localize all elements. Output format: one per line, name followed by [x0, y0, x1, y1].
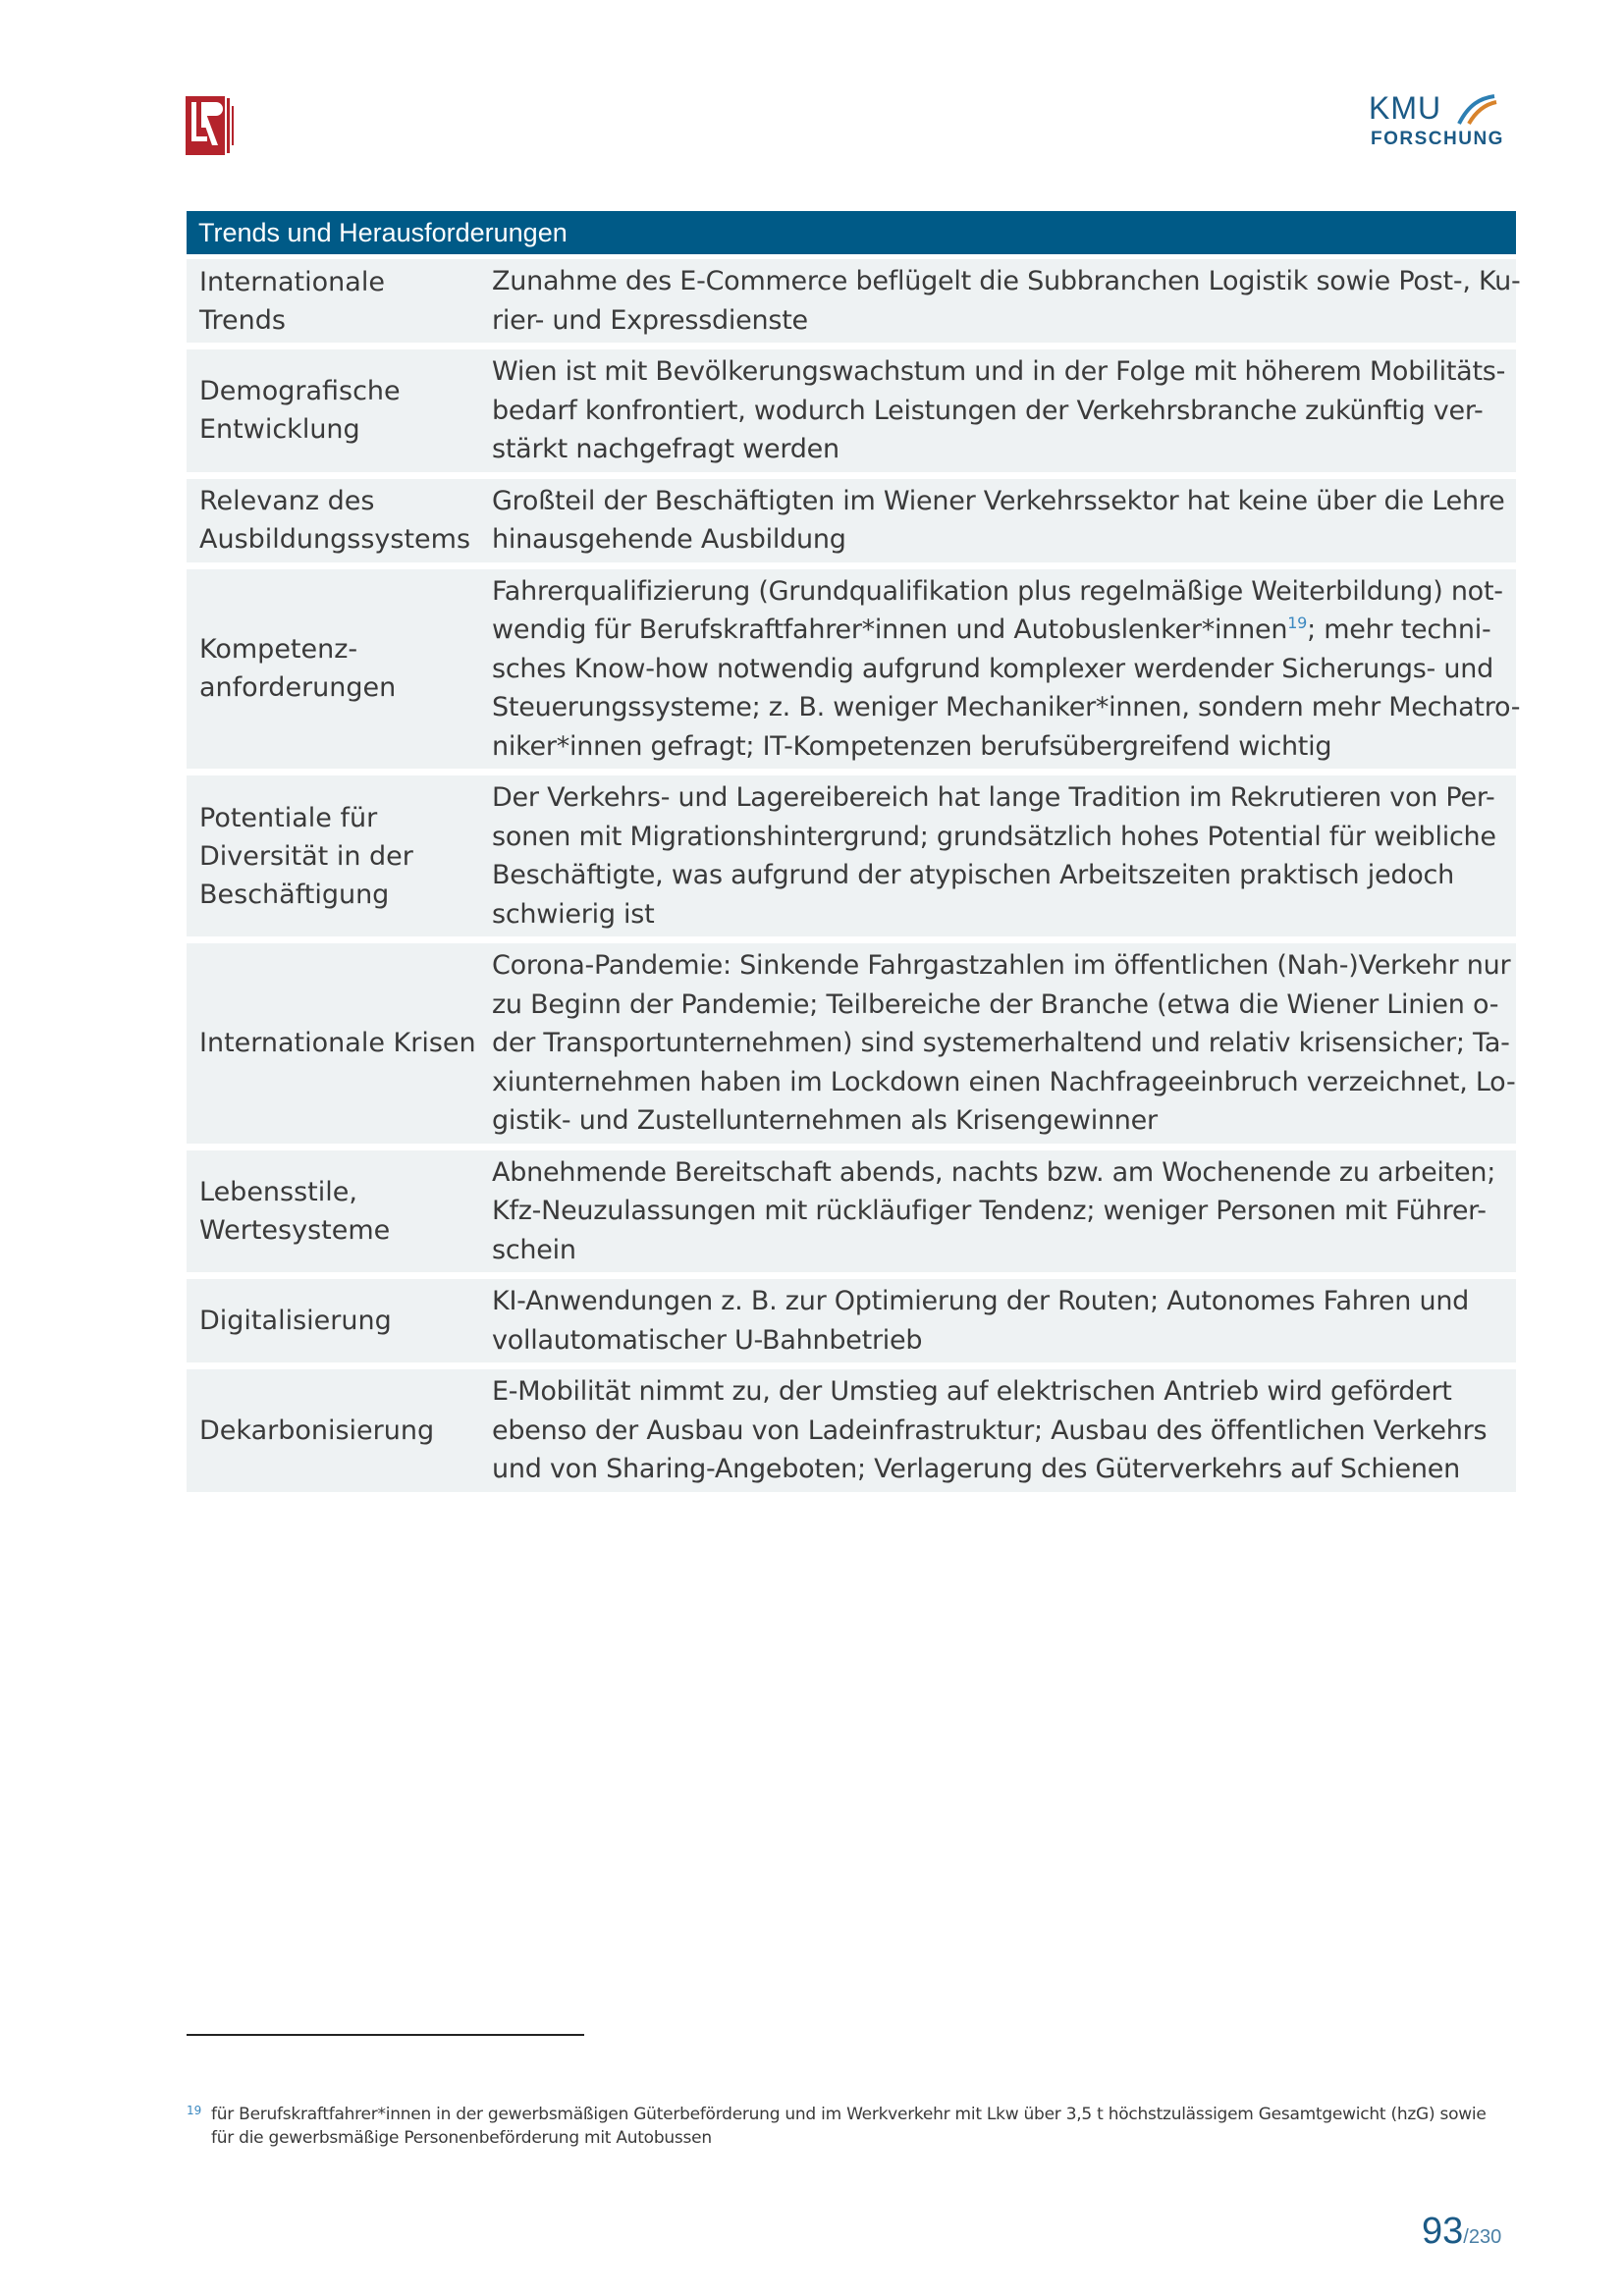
label-line: Relevanz des: [199, 486, 375, 516]
table-row: [187, 1279, 1516, 1362]
desc-line: Großteil der Beschäftigten im Wiener Verkehrssektor hat keine über die Lehre: [492, 485, 1505, 516]
row-description: [492, 1279, 1516, 1362]
row-label: [187, 1150, 492, 1273]
row-label: [187, 775, 492, 936]
row-description: [492, 349, 1519, 472]
page-number: [1422, 2211, 1501, 2253]
desc-line: ebenso der Ausbau von Ladeinfrastruktur; Ausbau des öffentlichen Verkehrs: [492, 1415, 1488, 1446]
kmu-forschung-logo: [1369, 90, 1504, 157]
footnote-line: für die gewerbsmäßige Personenbeförderung mit Autobussen: [211, 2128, 712, 2148]
desc-line: Fahrerqualifizierung (Grundqualifikation plus regelmäßige Weiterbildung) not-: [492, 575, 1503, 607]
desc-line: Steuerungssysteme; z. B. weniger Mechaniker*innen, sondern mehr Mechatro-: [492, 692, 1521, 722]
label-line: Beschäftigung: [199, 879, 390, 910]
desc-line: rier- und Expressdienste: [492, 304, 808, 336]
desc-line: Abnehmende Bereitschaft abends, nachts bzw. am Wochenende zu arbeiten;: [492, 1156, 1496, 1188]
lr-logo: [186, 96, 239, 155]
desc-line: vollautomatischer U-Bahnbetrieb: [492, 1324, 923, 1356]
row-label: [187, 479, 492, 562]
desc-line: Kfz-Neuzulassungen mit rückläufiger Tendenz; weniger Personen mit Führer-: [492, 1196, 1487, 1226]
row-label: [187, 259, 492, 343]
table-row: [187, 479, 1516, 562]
desc-line: sonen mit Migrationshintergrund; grundsätzlich hohes Potential für weibliche: [492, 821, 1496, 852]
desc-line: Beschäftigte, was aufgrund der atypischen Arbeitszeiten praktisch jedoch: [492, 860, 1454, 890]
label-line: Diversität in der: [199, 840, 413, 872]
desc-line: der Transportunternehmen) sind systemerhaltend und relativ krisensicher; Ta-: [492, 1028, 1510, 1058]
desc-line: schwierig ist: [492, 898, 655, 930]
desc-line: sches Know-how notwendig aufgrund komplexer werdender Sicherungs- und: [492, 653, 1493, 684]
footnote-reference[interactable]: 19: [1287, 614, 1308, 632]
row-description: [492, 569, 1534, 770]
row-description: [492, 1150, 1516, 1273]
page-total: /230: [1463, 2226, 1502, 2248]
row-description: [492, 943, 1529, 1144]
table-row: [187, 569, 1521, 770]
desc-line: niker*innen gefragt; IT-Kompetenzen berufsübergreifend wichtig: [492, 730, 1332, 762]
lr-logo-icon: [186, 96, 239, 155]
row-description: [492, 775, 1516, 936]
forschung-logo-text: FORSCHUNG: [1371, 129, 1504, 149]
row-description: [492, 1369, 1516, 1492]
desc-line: bedarf konfrontiert, wodurch Leistungen der Verkehrsbranche zukünftig ver-: [492, 395, 1484, 426]
desc-line: stärkt nachgefragt werden: [492, 434, 839, 464]
label-line: Demografische: [199, 376, 401, 407]
label-line: Kompetenz-: [199, 634, 358, 666]
trends-table: [187, 211, 1521, 1499]
label-line: Internationale Krisen: [199, 1028, 476, 1059]
desc-line: und von Sharing-Angeboten; Verlagerung des Güterverkehrs auf Schienen: [492, 1454, 1460, 1484]
row-description: [492, 259, 1534, 343]
label-line: Internationale: [199, 266, 385, 297]
desc-line: Corona-Pandemie: Sinkende Fahrgastzahlen im öffentlichen (Nah-)Verkehr nur: [492, 950, 1511, 981]
desc-line: Der Verkehrs- und Lagereibereich hat lange Tradition im Rekrutieren von Per-: [492, 782, 1495, 813]
kmu-swoosh-icon: [1455, 94, 1498, 126]
desc-line: xiunternehmen haben im Lockdown einen Nachfrageeinbruch verzeichnet, Lo-: [492, 1066, 1516, 1097]
table-row: [187, 1150, 1516, 1273]
footnote: [187, 2103, 1522, 2150]
footnote-divider: [187, 2034, 584, 2036]
label-line: Lebensstile,: [199, 1176, 357, 1207]
desc-line: schein: [492, 1234, 576, 1265]
desc-line: hinausgehende Ausbildung: [492, 524, 846, 555]
label-line: Digitalisierung: [199, 1306, 392, 1336]
kmu-logo-text: KMU: [1369, 90, 1442, 126]
table-row: [187, 775, 1516, 936]
table-row: [187, 943, 1516, 1144]
row-label: [187, 1369, 492, 1492]
row-label: [187, 1279, 492, 1362]
label-line: Wertesysteme: [199, 1214, 391, 1246]
desc-line: E-Mobilität nimmt zu, der Umstieg auf elektrischen Antrieb wird gefördert: [492, 1376, 1452, 1407]
footnote-number: 19: [187, 2104, 202, 2117]
label-line: Potentiale für: [199, 802, 378, 833]
desc-line: zu Beginn der Pandemie; Teilbereiche der Branche (etwa die Wiener Linien o-: [492, 988, 1499, 1020]
label-line: Ausbildungssystems: [199, 524, 471, 555]
footnote-line: für Berufskraftfahrer*innen in der gewerbsmäßigen Güterbeförderung und im Werkverkehr mit Lkw über 3,5 t höchstzulässigem Gesamtgewicht (hzG) sowie: [211, 2105, 1487, 2124]
row-label: [187, 943, 492, 1144]
desc-line: Zunahme des E-Commerce beflügelt die Subbranchen Logistik sowie Post-, Ku-: [492, 266, 1521, 296]
footnote-text: [187, 2103, 1522, 2150]
label-line: Entwicklung: [199, 414, 360, 446]
desc-line: gistik- und Zustellunternehmen als Krisengewinner: [492, 1105, 1158, 1136]
desc-line: KI-Anwendungen z. B. zur Optimierung der Routen; Autonomes Fahren und: [492, 1286, 1470, 1316]
label-line: Trends: [199, 304, 286, 336]
label-line: anforderungen: [199, 672, 397, 704]
label-line: Dekarbonisierung: [199, 1415, 435, 1446]
row-label: [187, 569, 492, 770]
row-label: [187, 349, 492, 472]
table-row: [187, 259, 1521, 343]
row-description: [492, 479, 1519, 562]
table-heading: Trends und Herausforderungen: [187, 211, 1516, 254]
table-row: [187, 1369, 1516, 1492]
table-row: [187, 349, 1516, 472]
desc-line: Wien ist mit Bevölkerungswachstum und in der Folge mit höherem Mobilitäts-: [492, 356, 1506, 387]
desc-line: wendig für Berufskraftfahrer*innen und Autobuslenker*innen$^{19}$; mehr techni-: [492, 614, 1491, 645]
page-current: 93: [1422, 2211, 1464, 2252]
